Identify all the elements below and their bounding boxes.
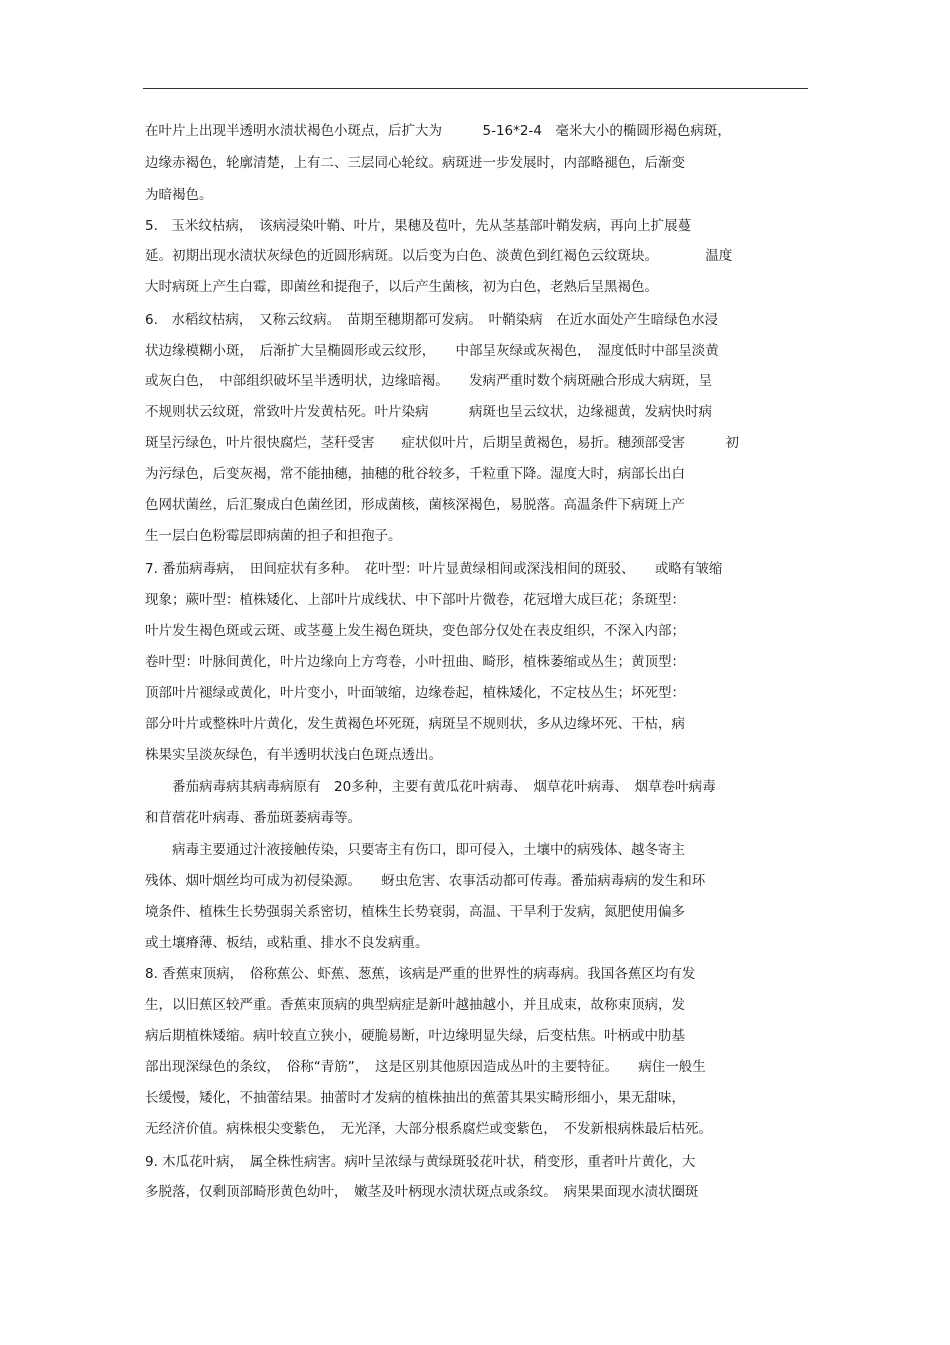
header-rule [143,88,808,89]
text-line: 或土壤瘠薄、板结，或粘重、排水不良发病重。 [145,935,429,951]
text-line: 边缘赤褐色，轮廓清楚，上有二、三层同心轮纹。病斑进一步发展时，内部略褪色，后渐变 [145,155,685,171]
text-line: 长缓慢，矮化，不抽蕾结果。抽蕾时才发病的植株抽出的蕉蕾其果实畸形细小，果无甜味， [145,1090,685,1106]
text-line: 病后期植株矮缩。病叶较直立狭小，硬脆易断，叶边缘明显失绿，后变枯焦。叶柄或中肋基 [145,1028,685,1044]
text-line: 为暗褐色。 [145,187,213,203]
text-line: 顶部叶片褪绿或黄化，叶片变小，叶面皱缩，边缘卷起，植株矮化，不定枝丛生；坏死型： [145,685,685,701]
text-line: 5. 玉米纹枯病， 该病浸染叶鞘、叶片，果穗及苞叶，先从茎基部叶鞘发病，再向上扩展蔓 [145,218,692,234]
text-line: 株果实呈淡灰绿色，有半透明状浅白色斑点透出。 [145,747,442,763]
text-line: 为污绿色，后变灰褐，常不能抽穗，抽穗的秕谷较多，千粒重下降。湿度大时，病部长出白 [145,466,685,482]
text-line: 生，以旧蕉区较严重。香蕉束顶病的典型病症是新叶越抽越小，并且成束，故称束顶病，发 [145,997,685,1013]
text-line: 不规则状云纹斑，常致叶片发黄枯死。叶片染病 病斑也呈云纹状，边缘褪黄，发病快时病 [145,404,712,420]
text-line: 现象；蕨叶型：植株矮化、上部叶片成线状、中下部叶片微卷，花冠增大成巨花；条斑型： [145,592,685,608]
text-line: 病毒主要通过汁液接触传染，只要寄主有伤口，即可侵入，土壤中的病残体、越冬寄主 [145,842,685,858]
text-line: 生一层白色粉霉层即病菌的担子和担孢子。 [145,528,402,544]
text-line: 部出现深绿色的条纹， 俗称“青筋”， 这是区别其他原因造成丛叶的主要特征。 病住一般生 [145,1059,706,1075]
text-line: 境条件、植株生长势强弱关系密切，植株生长势衰弱，高温、干旱利于发病，氮肥使用偏多 [145,904,685,920]
text-line: 卷叶型：叶脉间黄化，叶片边缘向上方弯卷，小叶扭曲、畸形，植株萎缩或丛生；黄顶型： [145,654,685,670]
text-line: 延。初期出现水渍状灰绿色的近圆形病斑。以后变为白色、淡黄色到红褐色云纹斑块。 温度 [145,248,733,264]
text-line: 或灰白色， 中部组织破坏呈半透明状，边缘暗褐。 发病严重时数个病斑融合形成大病斑，呈 [145,373,712,389]
text-line: 大时病斑上产生白霉，即菌丝和提孢子，以后产生菌核，初为白色，老熟后呈黑褐色。 [145,279,658,295]
text-line: 6. 水稻纹枯病， 又称云纹病。 苗期至穗期都可发病。 叶鞘染病 在近水面处产生暗绿色水浸 [145,312,719,328]
text-line: 残体、烟叶烟丝均可成为初侵染源。 蚜虫危害、农事活动都可传毒。番茄病毒病的发生和环 [145,873,706,889]
text-line: 叶片发生褐色斑或云斑、或茎蔓上发生褐色斑块，变色部分仅处在表皮组织，不深入内部； [145,623,685,639]
text-line: 9. 木瓜花叶病， 属全株性病害。病叶呈浓绿与黄绿斑驳花叶状，稍变形，重者叶片黄化，大 [145,1154,696,1170]
text-line: 和苜蓿花叶病毒、番茄斑萎病毒等。 [145,810,361,826]
text-line: 无经济价值。病株根尖变紫色， 无光泽，大部分根系腐烂或变紫色， 不发新根病株最后枯死。 [145,1121,712,1137]
text-line: 斑呈污绿色，叶片很快腐烂，茎秆受害 症状似叶片，后期呈黄褐色，易折。穗颈部受害 初 [145,435,739,451]
text-line: 色网状菌丝，后汇聚成白色菌丝团，形成菌核，菌核深褐色，易脱落。高温条件下病斑上产 [145,497,685,513]
text-line: 状边缘模糊小斑， 后渐扩大呈椭圆形或云纹形， 中部呈灰绿或灰褐色， 湿度低时中部呈淡黄 [145,343,719,359]
text-line: 部分叶片或整株叶片黄化，发生黄褐色坏死斑，病斑呈不规则状，多从边缘坏死、干枯，病 [145,716,685,732]
text-line: 7. 番茄病毒病， 田间症状有多种。 花叶型：叶片显黄绿相间或深浅相间的斑驳、 或略有皱缩 [145,561,723,577]
text-line: 多脱落，仅剩顶部畸形黄色幼叶， 嫩茎及叶柄现水渍状斑点或条纹。 病果果面现水渍状圈斑 [145,1184,699,1200]
text-line: 8. 香蕉束顶病， 俗称蕉公、虾蕉、葱蕉，该病是严重的世界性的病毒病。我国各蕉区均有发 [145,966,696,982]
text-line: 番茄病毒病其病毒病原有 20多种，主要有黄瓜花叶病毒、 烟草花叶病毒、 烟草卷叶病毒 [145,779,716,795]
text-line: 在叶片上出现半透明水渍状褐色小斑点，后扩大为 5-16*2-4 毫米大小的椭圆形褐色病斑， [145,123,731,139]
